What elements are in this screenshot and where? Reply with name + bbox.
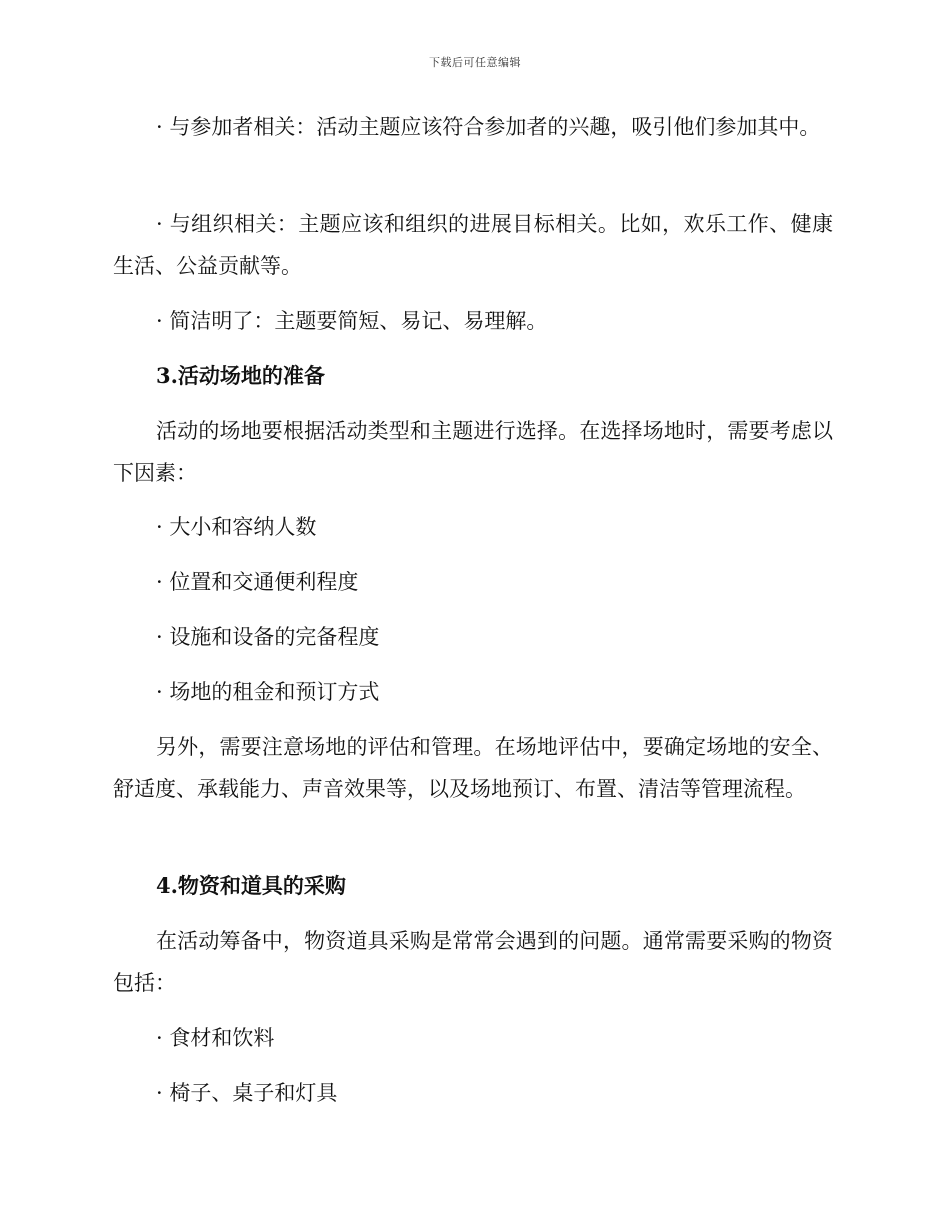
list-item-location: · 位置和交通便利程度: [156, 570, 359, 594]
venue-management-paragraph: 另外，需要注意场地的评估和管理。在场地评估中，要确定场地的安全、舒适度、承载能力、声音效果等，以及场地预订、布置、清洁等管理流程。: [113, 735, 833, 801]
bullet-participants: · 与参加者相关：活动主题应该符合参加者的兴趣，吸引他们参加其中。: [156, 115, 821, 139]
venue-intro-paragraph: 活动的场地要根据活动类型和主题进行选择。在选择场地时，需要考虑以下因素：: [113, 419, 833, 485]
list-item-food: · 食材和饮料: [156, 1026, 275, 1050]
bullet-organization: · 与组织相关：主题应该和组织的进展目标相关。比如，欢乐工作、健康生活、公益贡献等。: [113, 212, 833, 278]
list-item-facilities: · 设施和设备的完备程度: [156, 625, 380, 649]
procurement-intro-paragraph: 在活动筹备中，物资道具采购是常常会遇到的问题。通常需要采购的物资包括：: [113, 929, 833, 995]
section-heading-venue: 3.活动场地的准备: [156, 363, 325, 388]
section-heading-procurement: 4.物资和道具的采购: [156, 873, 346, 898]
list-item-size: · 大小和容纳人数: [156, 515, 317, 539]
bullet-concise: · 简洁明了：主题要简短、易记、易理解。: [156, 309, 548, 333]
list-item-rent: · 场地的租金和预订方式: [156, 680, 380, 704]
list-item-furniture: · 椅子、桌子和灯具: [156, 1081, 338, 1105]
header-note: 下载后可任意编辑: [429, 56, 521, 69]
